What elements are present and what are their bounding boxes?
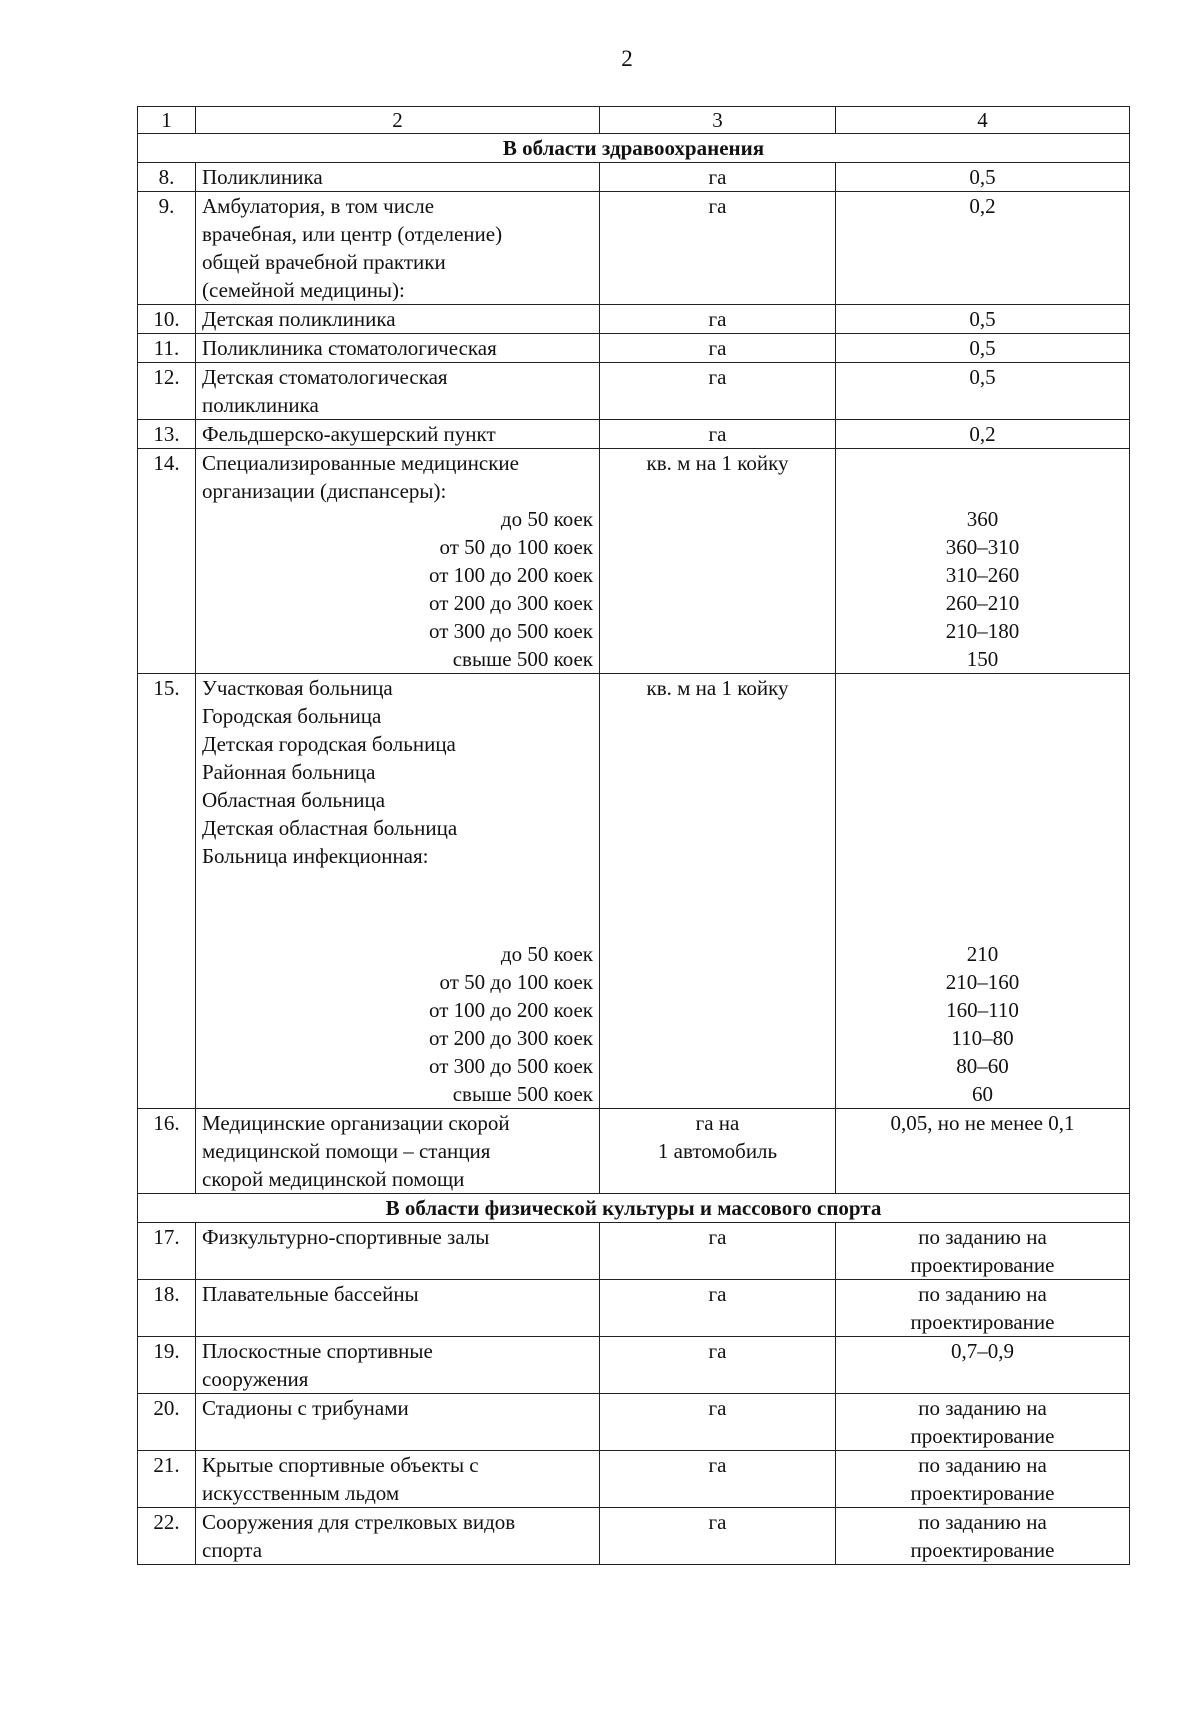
cell-line: сооружения (202, 1367, 309, 1391)
cell-line: 150 (966, 647, 999, 671)
cell-line: 360–310 (945, 535, 1020, 559)
cell-line: га (708, 1225, 727, 1249)
cell-line: Медицинские организации скорой (202, 1111, 510, 1135)
cell-line: 0,5 (969, 165, 996, 189)
cell-line: по заданию на (918, 1282, 1047, 1306)
cell-line: га (708, 1510, 727, 1534)
row-number: 15. (138, 674, 196, 1109)
norms-table (137, 106, 1130, 1565)
cell-line: 0,5 (969, 365, 996, 389)
cell-line: общей врачебной практики (202, 250, 446, 274)
row-unit (600, 1451, 836, 1508)
cell-line: 310–260 (945, 563, 1020, 587)
cell-line: 0,2 (969, 422, 996, 446)
spacer (842, 814, 1123, 842)
cell-line: 1 автомобиль (657, 1139, 778, 1163)
row-value (836, 1508, 1130, 1565)
cell-line: проектирование (910, 1481, 1055, 1505)
cell-line: Стадионы с трибунами (202, 1396, 409, 1420)
row-value (836, 1280, 1130, 1337)
row-unit (600, 449, 836, 674)
cell-line: до 50 коек (500, 942, 593, 966)
cell-line: свыше 500 коек (452, 647, 593, 671)
row-value (836, 1223, 1130, 1280)
page-number: 2 (621, 46, 633, 71)
table-row (138, 1109, 1130, 1194)
header-cell: 3 (600, 107, 836, 134)
cell-line: 210–180 (945, 619, 1020, 643)
row-name (196, 305, 600, 334)
table-row (138, 420, 1130, 449)
table-row (138, 674, 1130, 1109)
cell-line: от 300 до 500 коек (428, 619, 593, 643)
section-title: В области физической культуры и массового спорта (138, 1194, 1130, 1223)
row-unit (600, 334, 836, 363)
cell-line: медицинской помощи – станция (202, 1139, 491, 1163)
row-unit (600, 1508, 836, 1565)
cell-line: кв. м на 1 койку (646, 451, 789, 475)
row-number: 11. (138, 334, 196, 363)
table-row (138, 1280, 1130, 1337)
row-unit (600, 1280, 836, 1337)
spacer (842, 870, 1123, 940)
table-row (138, 449, 1130, 674)
cell-line: 210–160 (945, 970, 1020, 994)
cell-line: га (708, 1453, 727, 1477)
row-name (196, 363, 600, 420)
row-name (196, 449, 600, 674)
cell-line: по заданию на (918, 1453, 1047, 1477)
cell-line: га (708, 336, 727, 360)
row-value (836, 1451, 1130, 1508)
row-number: 16. (138, 1109, 196, 1194)
row-number: 22. (138, 1508, 196, 1565)
cell-line: га на (695, 1111, 740, 1135)
cell-line: по заданию на (918, 1225, 1047, 1249)
row-name (196, 1109, 600, 1194)
row-name (196, 1280, 600, 1337)
cell-line: 0,5 (969, 336, 996, 360)
cell-line: Амбулатория, в том числе (202, 194, 435, 218)
spacer (842, 449, 1123, 477)
table-row (138, 363, 1130, 420)
cell-line: от 50 до 100 коек (439, 970, 593, 994)
row-unit (600, 1394, 836, 1451)
cell-line: Поликлиника (202, 165, 323, 189)
row-unit (600, 1337, 836, 1394)
header-cell: 1 (138, 107, 196, 134)
row-name (196, 1337, 600, 1394)
row-name (196, 674, 600, 1109)
row-number: 20. (138, 1394, 196, 1451)
row-number: 9. (138, 192, 196, 305)
cell-line: 0,2 (969, 194, 996, 218)
cell-line: га (708, 307, 727, 331)
table-row (138, 163, 1130, 192)
cell-line: Крытые спортивные объекты с (202, 1453, 479, 1477)
cell-line: 0,5 (969, 307, 996, 331)
cell-line: скорой медицинской помощи (202, 1167, 465, 1191)
row-number: 17. (138, 1223, 196, 1280)
cell-line: от 100 до 200 коек (428, 563, 593, 587)
row-number: 19. (138, 1337, 196, 1394)
row-value (836, 305, 1130, 334)
cell-line: га (708, 365, 727, 389)
row-value (836, 420, 1130, 449)
cell-line: от 50 до 100 коек (439, 535, 593, 559)
section-title-row (138, 134, 1130, 163)
cell-line: Поликлиника стоматологическая (202, 336, 497, 360)
row-number: 14. (138, 449, 196, 674)
row-unit (600, 163, 836, 192)
cell-line: от 300 до 500 коек (428, 1054, 593, 1078)
cell-line: Детская областная больница (202, 816, 458, 840)
table-row (138, 1451, 1130, 1508)
spacer (842, 786, 1123, 814)
row-name (196, 334, 600, 363)
row-value (836, 1394, 1130, 1451)
row-number: 8. (138, 163, 196, 192)
table-row (138, 1508, 1130, 1565)
spacer (202, 870, 593, 940)
cell-line: Детская городская больница (202, 732, 456, 756)
row-unit (600, 420, 836, 449)
row-name (196, 1451, 600, 1508)
spacer (842, 842, 1123, 870)
row-unit (600, 674, 836, 1109)
row-value (836, 1109, 1130, 1194)
cell-line: (семейной медицины): (202, 278, 405, 302)
cell-line: 160–110 (946, 998, 1019, 1022)
cell-line: от 200 до 300 коек (428, 591, 593, 615)
cell-line: до 50 коек (500, 507, 593, 531)
cell-line: Физкультурно-спортивные залы (202, 1225, 490, 1249)
cell-line: 360 (966, 507, 999, 531)
spacer (842, 758, 1123, 786)
cell-line: Плавательные бассейны (202, 1282, 419, 1306)
cell-line: Фельдшерско-акушерский пункт (202, 422, 496, 446)
cell-line: 110–80 (951, 1026, 1014, 1050)
table-header-row (138, 107, 1130, 134)
table-row (138, 305, 1130, 334)
cell-line: Городская больница (202, 704, 382, 728)
cell-line: 60 (972, 1082, 993, 1106)
cell-line: проектирование (910, 1310, 1055, 1334)
cell-line: поликлиника (202, 393, 319, 417)
cell-line: 80–60 (956, 1054, 1009, 1078)
cell-line: 0,05, но не менее 0,1 (890, 1111, 1075, 1135)
cell-line: га (708, 422, 727, 446)
row-value (836, 674, 1130, 1109)
row-name (196, 163, 600, 192)
cell-line: Областная больница (202, 788, 386, 812)
cell-line: Районная больница (202, 760, 376, 784)
cell-line: га (708, 1282, 727, 1306)
section-title-row (138, 1194, 1130, 1223)
spacer (842, 674, 1123, 702)
row-name (196, 420, 600, 449)
row-number: 18. (138, 1280, 196, 1337)
row-value (836, 363, 1130, 420)
cell-line: га (708, 165, 727, 189)
cell-line: 210 (966, 942, 999, 966)
cell-line: проектирование (910, 1253, 1055, 1277)
cell-line: 260–210 (945, 591, 1020, 615)
cell-line: га (708, 1396, 727, 1420)
cell-line: га (708, 1339, 727, 1363)
cell-line: проектирование (910, 1424, 1055, 1448)
cell-line: Больница инфекционная: (202, 844, 429, 868)
cell-line: Сооружения для стрелковых видов (202, 1510, 516, 1534)
row-value (836, 192, 1130, 305)
row-name (196, 192, 600, 305)
row-number: 12. (138, 363, 196, 420)
row-number: 10. (138, 305, 196, 334)
cell-line: по заданию на (918, 1510, 1047, 1534)
spacer (842, 702, 1123, 730)
cell-line: по заданию на (918, 1396, 1047, 1420)
row-name (196, 1508, 600, 1565)
spacer (842, 730, 1123, 758)
row-unit (600, 363, 836, 420)
cell-line: организации (диспансеры): (202, 479, 447, 503)
row-number: 13. (138, 420, 196, 449)
row-unit (600, 192, 836, 305)
table-row (138, 334, 1130, 363)
spacer (842, 477, 1123, 505)
row-value (836, 1337, 1130, 1394)
table-row (138, 192, 1130, 305)
header-cell: 4 (836, 107, 1130, 134)
cell-line: га (708, 194, 727, 218)
section-title: В области здравоохранения (138, 134, 1130, 163)
row-name (196, 1394, 600, 1451)
row-number: 21. (138, 1451, 196, 1508)
header-cell: 2 (196, 107, 600, 134)
cell-line: Плоскостные спортивные (202, 1339, 433, 1363)
cell-line: Детская стоматологическая (202, 365, 448, 389)
row-value (836, 163, 1130, 192)
cell-line: 0,7–0,9 (951, 1339, 1014, 1363)
table-row (138, 1337, 1130, 1394)
row-value (836, 334, 1130, 363)
row-unit (600, 305, 836, 334)
cell-line: Участковая больница (202, 676, 393, 700)
row-value (836, 449, 1130, 674)
cell-line: искусственным льдом (202, 1481, 400, 1505)
table-row (138, 1394, 1130, 1451)
cell-line: Детская поликлиника (202, 307, 396, 331)
cell-line: Специализированные медицинские (202, 451, 519, 475)
cell-line: кв. м на 1 койку (646, 676, 789, 700)
row-name (196, 1223, 600, 1280)
cell-line: проектирование (910, 1538, 1055, 1562)
cell-line: от 200 до 300 коек (428, 1026, 593, 1050)
table-row (138, 1223, 1130, 1280)
cell-line: от 100 до 200 коек (428, 998, 593, 1022)
row-unit (600, 1223, 836, 1280)
cell-line: спорта (202, 1538, 263, 1562)
cell-line: свыше 500 коек (452, 1082, 593, 1106)
row-unit (600, 1109, 836, 1194)
cell-line: врачебная, или центр (отделение) (202, 222, 503, 246)
